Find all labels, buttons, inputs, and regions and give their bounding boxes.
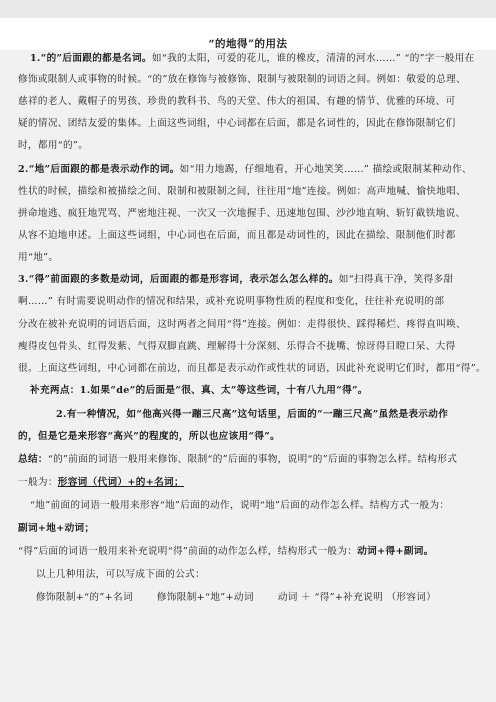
section-3-line-2: 啊……” 有时需要说明动作的情况和结果，或补充说明事物性质的程度和变化，往往补充说明的部 bbox=[18, 296, 445, 307]
supplement-point-1: 1.如果“de”的后面是“很、真、太”等这些词，十有八九用“得”。 bbox=[79, 385, 368, 396]
section-2-line-3: 拼命地逃、疯狂地咒骂、严密地注视、一次又一次地握手、迅速地包围、沙沙地直响、斩钉截铁地说、 bbox=[18, 208, 466, 219]
summary-di-formula: 副词+地+动词； bbox=[18, 523, 95, 534]
section-3-line-1 bbox=[0, 273, 496, 287]
summary-de-form-label: 一般为： bbox=[18, 477, 58, 488]
section-1-line-2: 修饰或限制人或事物的时候。“的”放在修饰与被修饰、限制与被限制的词语之间。例如：敬爱的总理、 bbox=[18, 74, 467, 85]
section-1-line-3: 慈祥的老人、戴帽子的男孩、珍贵的教科书、鸟的天堂、伟大的祖国、有趣的情节、优雅的环境、可 bbox=[18, 96, 456, 107]
section-2-line-2: 性状的时候，描绘和被描绘之间、限制和被限制之间，往往用“地”连接。例如：高声地喊、愉快地唱、 bbox=[18, 186, 467, 197]
supplement-point-2b: 的，但是它是来形容“高兴”的程度的，所以也应该用“得”。 bbox=[18, 431, 281, 442]
summary-label: 总结： bbox=[18, 454, 48, 465]
top-band bbox=[0, 0, 496, 18]
section-2-line-5: 用“地”。 bbox=[18, 252, 59, 263]
section-2-line-4: 从容不迫地申述。上面这些词组，中心词也在后面，而且都是动词性的，因此在描绘、限制他们时都 bbox=[18, 230, 456, 241]
summary-line-2 bbox=[0, 476, 496, 490]
section-3-text-1: 如“扫得真干净，笑得多甜 bbox=[338, 274, 454, 285]
section-2-heading: 2.“地”后面跟的都是表示动作的词。 bbox=[18, 164, 180, 175]
section-2-line-1 bbox=[0, 163, 496, 177]
supplement-line-1 bbox=[0, 384, 496, 398]
summary-de-text: “的”前面的词语一般用来修饰、限制“的”后面的事物，说明“的”后面的事物怎么样。结构形式 bbox=[47, 454, 458, 465]
summary-de2-text: “得”后面的词语一般用来补充说明“得”前面的动作怎么样，结构形式一般为： bbox=[18, 546, 358, 557]
formula-intro: 以上几种用法，可以写成下面的公式： bbox=[36, 569, 206, 580]
formula-di: 修饰限制+“地”+动词 bbox=[156, 592, 254, 603]
summary-di-text: “地”前面的词语一般用来形容“地”后面的动作，说明“地”后面的动作怎么样。结构方式一般为： bbox=[30, 500, 450, 511]
section-3-line-3: 分改在被补充说明的词语后面，这时两者之间用“得”连接。例如：走得很快、踩得稀烂、疼得直叫唤、 bbox=[18, 319, 467, 330]
section-3-heading: 3.“得”前面跟的多数是动词，后面跟的都是形容词，表示怎么怎么样的。 bbox=[18, 274, 339, 285]
summary-de-formula: 形容词（代词）+的+名词； bbox=[57, 477, 184, 488]
section-3-line-4: 瘦得皮包骨头、红得发紫、气得双脚直跳、理解得十分深刻、乐得合不拢嘴、惊讶得目瞪口呆、大得 bbox=[18, 341, 456, 352]
section-1-line-5: 时，都用“的”。 bbox=[18, 140, 89, 151]
section-3-line-5: 很。上面这些词组，中心词都在前边，而且都是表示动作或性状的词语，因此补充说明它们时，都用“得”。 bbox=[18, 363, 486, 374]
supplement-label: 补充两点： bbox=[30, 385, 80, 396]
formula-de-complement: 动词 ＋ “得”+补充说明 （形容词） bbox=[277, 592, 437, 603]
summary-line-5 bbox=[0, 545, 496, 559]
summary-de2-formula: 动词+得+副词。 bbox=[357, 546, 434, 557]
section-1-line-1 bbox=[0, 52, 496, 66]
section-1-line-4: 疑的情况、团结友爱的集体。上面这些词组，中心词都在后面，都是名词性的，因此在修饰限制它们 bbox=[18, 118, 456, 129]
page-title: “的地得”的用法 bbox=[208, 38, 288, 50]
section-1-heading: 1.“的”后面跟的都是名词。 bbox=[30, 53, 152, 64]
formula-row bbox=[0, 591, 496, 605]
section-1-text-1: 如“我的太阳，可爱的花儿，谁的橡皮，清清的河水……” “的”字一般用在 bbox=[151, 53, 475, 64]
section-2-text-1: 如“用力地踢，仔细地看，开心地笑笑……” 描绘或限制某种动作、 bbox=[179, 164, 473, 175]
supplement-point-2a: 2.有一种情况，如“他高兴得一蹦三尺高”这句话里，后面的“一蹦三尺高”虽然是表示动作 bbox=[56, 409, 449, 420]
summary-line-1 bbox=[0, 453, 496, 467]
formula-de: 修饰限制+“的”+名词 bbox=[36, 592, 133, 603]
